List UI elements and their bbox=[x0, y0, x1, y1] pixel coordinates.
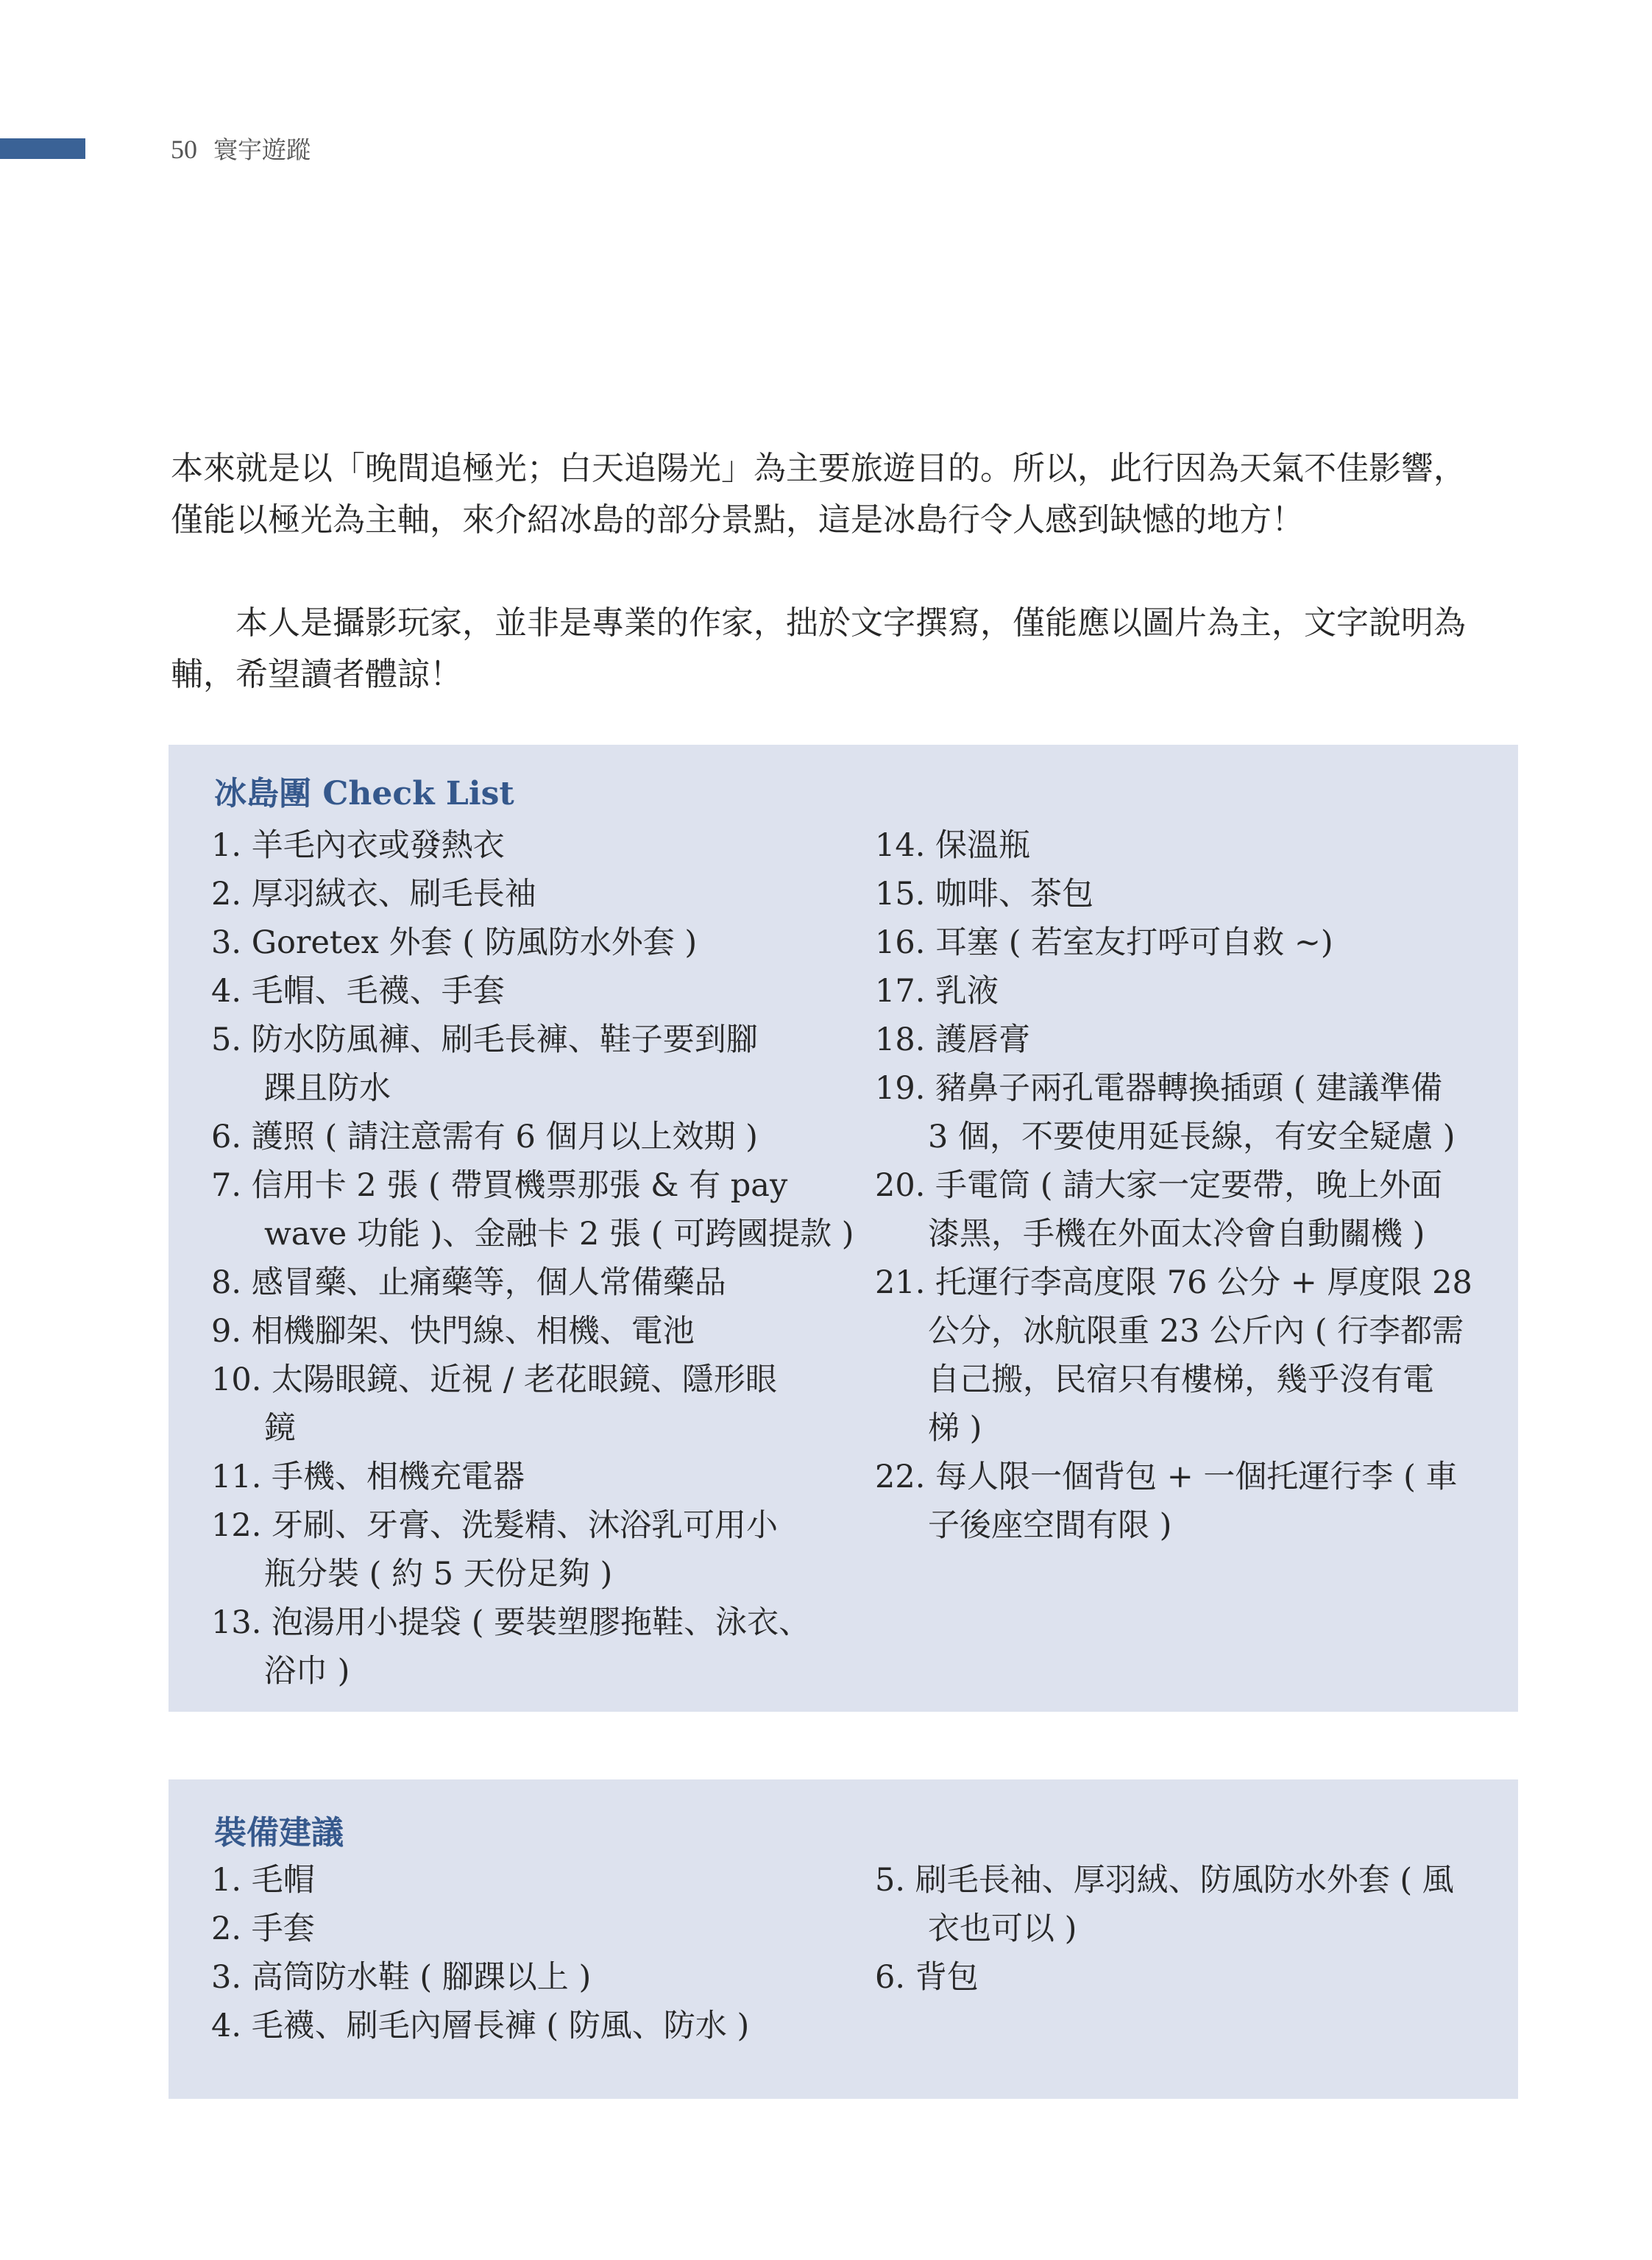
list-item-line: 2. 手套 bbox=[211, 1910, 315, 1947]
list-item-line: 7. 信用卡 2 張 ( 帶買機票那張 & 有 pay bbox=[211, 1167, 788, 1204]
checklist-box bbox=[169, 745, 1518, 1712]
running-header bbox=[171, 131, 311, 166]
text-line: 僅能以極光為主軸，來介紹冰島的部分景點，這是冰島行令人感到缺憾的地方！ bbox=[171, 501, 1304, 539]
list-item bbox=[875, 1453, 1472, 1550]
page-number: 50 bbox=[171, 135, 197, 164]
list-item bbox=[211, 1258, 854, 1307]
list-item bbox=[211, 1953, 749, 2002]
list-item bbox=[875, 1258, 1472, 1453]
equipment-left-column bbox=[211, 1856, 749, 2050]
checklist-title: 冰島團 Check List bbox=[214, 775, 514, 812]
list-item bbox=[211, 1356, 854, 1453]
list-item-line: 瓶分裝 ( 約 5 天份足夠 ) bbox=[264, 1556, 613, 1593]
list-item-line: 自己搬，民宿只有樓梯，幾乎沒有電 bbox=[928, 1361, 1434, 1398]
list-item bbox=[875, 1953, 1454, 2002]
list-item-line: 17. 乳液 bbox=[875, 973, 999, 1010]
list-item-line: 12. 牙刷、牙膏、洗髮精、沐浴乳可用小 bbox=[211, 1507, 779, 1544]
list-item bbox=[211, 1598, 854, 1696]
list-item bbox=[211, 1856, 749, 1905]
list-item-line: 10. 太陽眼鏡、近視 / 老花眼鏡、隱形眼 bbox=[211, 1361, 777, 1398]
list-item-line: 梯 ) bbox=[928, 1410, 982, 1447]
list-item-line: 浴巾 ) bbox=[264, 1653, 350, 1690]
list-item-line: 21. 托運行李高度限 76 公分 + 厚度限 28 bbox=[875, 1264, 1472, 1301]
list-item-line: 22. 每人限一個背包 + 一個托運行李 ( 車 bbox=[875, 1459, 1458, 1495]
list-item-line: 3. Goretex 外套 ( 防風防水外套 ) bbox=[211, 924, 698, 961]
list-item bbox=[211, 918, 854, 967]
list-item bbox=[875, 1856, 1454, 1953]
list-item-line: 19. 豬鼻子兩孔電器轉換插頭 ( 建議準備 bbox=[875, 1070, 1443, 1107]
list-item-line: 子後座空間有限 ) bbox=[928, 1507, 1172, 1544]
list-item-line: 4. 毛帽、毛襪、手套 bbox=[211, 973, 505, 1010]
list-item-line: 13. 泡湯用小提袋 ( 要裝塑膠拖鞋、泳衣、 bbox=[211, 1604, 811, 1641]
list-item-line: 5. 刷毛長袖、厚羽絨、防風防水外套 ( 風 bbox=[875, 1862, 1454, 1899]
list-item bbox=[211, 1016, 854, 1113]
list-item bbox=[875, 821, 1472, 870]
list-item-line: 20. 手電筒 ( 請大家一定要帶，晚上外面 bbox=[875, 1167, 1443, 1204]
text-line: 本人是攝影玩家，並非是專業的作家，拙於文字撰寫，僅能應以圖片為主，文字說明為 bbox=[171, 604, 1466, 642]
list-item bbox=[211, 1501, 854, 1598]
list-item-line: 6. 護照 ( 請注意需有 6 個月以上效期 ) bbox=[211, 1119, 758, 1155]
list-item-line: 3 個，不要使用延長線，有安全疑慮 ) bbox=[928, 1119, 1456, 1155]
text-line: 本來就是以「晚間追極光；白天追陽光」為主要旅遊目的。所以，此行因為天氣不佳影響， bbox=[171, 450, 1466, 487]
list-item bbox=[211, 1161, 854, 1258]
equipment-right-column bbox=[875, 1856, 1454, 2002]
list-item-line: 5. 防水防風褲、刷毛長褲、鞋子要到腳 bbox=[211, 1021, 758, 1058]
list-item bbox=[875, 1016, 1472, 1064]
list-item-line: 1. 羊毛內衣或發熱衣 bbox=[211, 827, 505, 864]
list-item bbox=[211, 1905, 749, 1953]
checklist-right-column bbox=[875, 821, 1472, 1550]
text-line: 輔，希望讀者體諒！ bbox=[171, 656, 462, 693]
list-item bbox=[211, 2002, 749, 2050]
list-item-line: 14. 保溫瓶 bbox=[875, 827, 1031, 864]
list-item bbox=[875, 918, 1472, 967]
list-item bbox=[211, 870, 854, 918]
list-item bbox=[211, 1307, 854, 1356]
list-item-line: 踝且防水 bbox=[264, 1070, 391, 1107]
list-item-line: 11. 手機、相機充電器 bbox=[211, 1459, 525, 1495]
list-item-line: 公分，冰航限重 23 公斤內 ( 行李都需 bbox=[928, 1313, 1464, 1350]
list-item bbox=[875, 1161, 1472, 1258]
list-item bbox=[211, 821, 854, 870]
list-item-line: 2. 厚羽絨衣、刷毛長袖 bbox=[211, 876, 536, 913]
header-accent-bar bbox=[0, 138, 85, 159]
list-item-line: 衣也可以 ) bbox=[928, 1910, 1077, 1947]
checklist-left-column bbox=[211, 821, 854, 1696]
list-item bbox=[211, 967, 854, 1016]
list-item-line: 漆黑，手機在外面太冷會自動關機 ) bbox=[928, 1216, 1425, 1253]
list-item-line: 4. 毛襪、刷毛內層長褲 ( 防風、防水 ) bbox=[211, 2008, 750, 2044]
list-item-line: 8. 感冒藥、止痛藥等，個人常備藥品 bbox=[211, 1264, 726, 1301]
list-item-line: 16. 耳塞 ( 若室友打呼可自救 ~) bbox=[875, 924, 1333, 961]
equipment-box bbox=[169, 1779, 1518, 2099]
equipment-title: 裝備建議 bbox=[214, 1814, 344, 1852]
running-title: 寰宇遊蹤 bbox=[213, 135, 311, 164]
list-item-line: 18. 護唇膏 bbox=[875, 1021, 1031, 1058]
list-item-line: 9. 相機腳架、快門線、相機、電池 bbox=[211, 1313, 695, 1350]
list-item bbox=[875, 870, 1472, 918]
list-item-line: 3. 高筒防水鞋 ( 腳踝以上 ) bbox=[211, 1959, 592, 1996]
list-item-line: wave 功能 )、金融卡 2 張 ( 可跨國提款 ) bbox=[264, 1216, 854, 1253]
list-item bbox=[875, 1064, 1472, 1161]
list-item-line: 1. 毛帽 bbox=[211, 1862, 315, 1899]
list-item-line: 15. 咖啡、茶包 bbox=[875, 876, 1094, 913]
list-item bbox=[211, 1453, 854, 1501]
list-item-line: 鏡 bbox=[264, 1410, 296, 1447]
author-note-paragraph bbox=[171, 598, 1517, 701]
list-item bbox=[875, 967, 1472, 1016]
list-item-line: 6. 背包 bbox=[875, 1959, 979, 1996]
intro-paragraph bbox=[171, 443, 1517, 546]
list-item bbox=[211, 1113, 854, 1161]
